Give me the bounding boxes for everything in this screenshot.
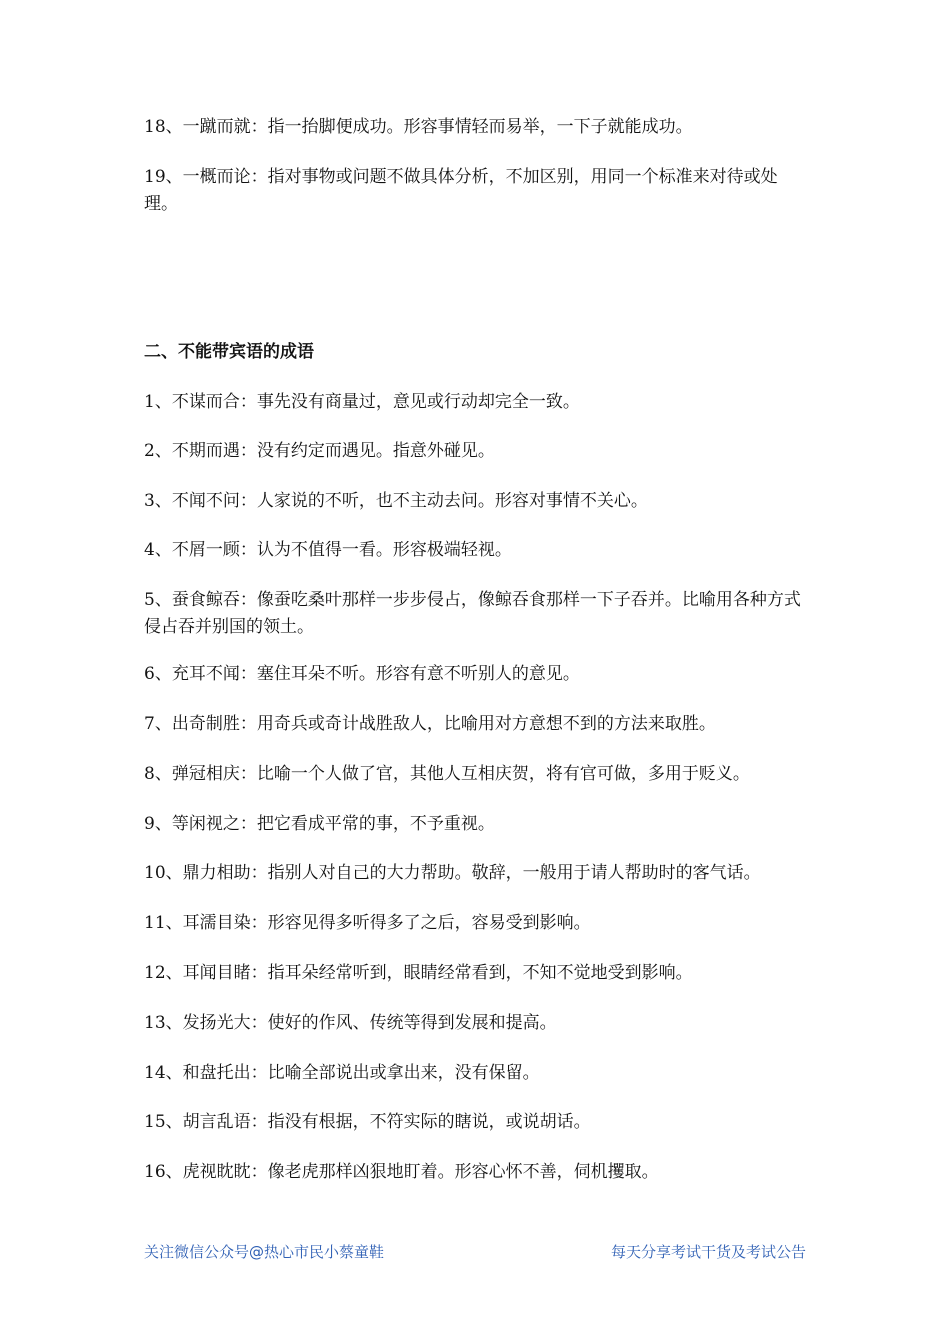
idiom-entry-4: 4、不屑一顾：认为不值得一看。形容极端轻视。	[144, 540, 512, 560]
idiom-entry-3: 3、不闻不问：人家说的不听，也不主动去问。形容对事情不关心。	[144, 491, 648, 511]
idiom-entry-18: 18、一蹴而就：指一抬脚便成功。形容事情轻而易举，一下子就能成功。	[144, 117, 693, 137]
idiom-entry-9: 9、等闲视之：把它看成平常的事，不予重视。	[144, 814, 495, 834]
idiom-entry-2: 2、不期而遇：没有约定而遇见。指意外碰见。	[144, 441, 495, 461]
idiom-entry-11: 11、耳濡目染：形容见得多听得多了之后，容易受到影响。	[144, 913, 591, 933]
idiom-entry-5: 5、蚕食鲸吞：像蚕吃桑叶那样一步步侵占，像鲸吞食那样一下子吞并。比喻用各种方式侵占吞并别国的领土。	[144, 590, 801, 637]
section-heading: 二、不能带宾语的成语	[144, 342, 314, 362]
idiom-entry-19: 19、一概而论：指对事物或问题不做具体分析，不加区别，用同一个标准来对待或处理。	[144, 167, 778, 214]
footer-daily-share: 每天分享考试干货及考试公告	[610, 1243, 806, 1261]
idiom-entry-8: 8、弹冠相庆：比喻一个人做了官，其他人互相庆贺，将有官可做，多用于贬义。	[144, 764, 750, 784]
idiom-entry-15: 15、胡言乱语：指没有根据，不符实际的瞎说，或说胡话。	[144, 1112, 591, 1132]
idiom-entry-13: 13、发扬光大：使好的作风、传统等得到发展和提高。	[144, 1013, 557, 1033]
idiom-entry-14: 14、和盘托出：比喻全部说出或拿出来，没有保留。	[144, 1063, 540, 1083]
idiom-entry-16: 16、虎视眈眈：像老虎那样凶狠地盯着。形容心怀不善，伺机攫取。	[144, 1162, 659, 1182]
idiom-entry-6: 6、充耳不闻：塞住耳朵不听。形容有意不听别人的意见。	[144, 664, 580, 684]
idiom-entry-1: 1、不谋而合：事先没有商量过，意见或行动却完全一致。	[144, 392, 580, 412]
footer-wechat-follow: 关注微信公众号@热心市民小蔡童鞋	[144, 1243, 385, 1261]
idiom-entry-10: 10、鼎力相助：指别人对自己的大力帮助。敬辞，一般用于请人帮助时的客气话。	[144, 863, 761, 883]
idiom-entry-12: 12、耳闻目睹：指耳朵经常听到，眼睛经常看到，不知不觉地受到影响。	[144, 963, 693, 983]
idiom-entry-7: 7、出奇制胜：用奇兵或奇计战胜敌人，比喻用对方意想不到的方法来取胜。	[144, 714, 716, 734]
